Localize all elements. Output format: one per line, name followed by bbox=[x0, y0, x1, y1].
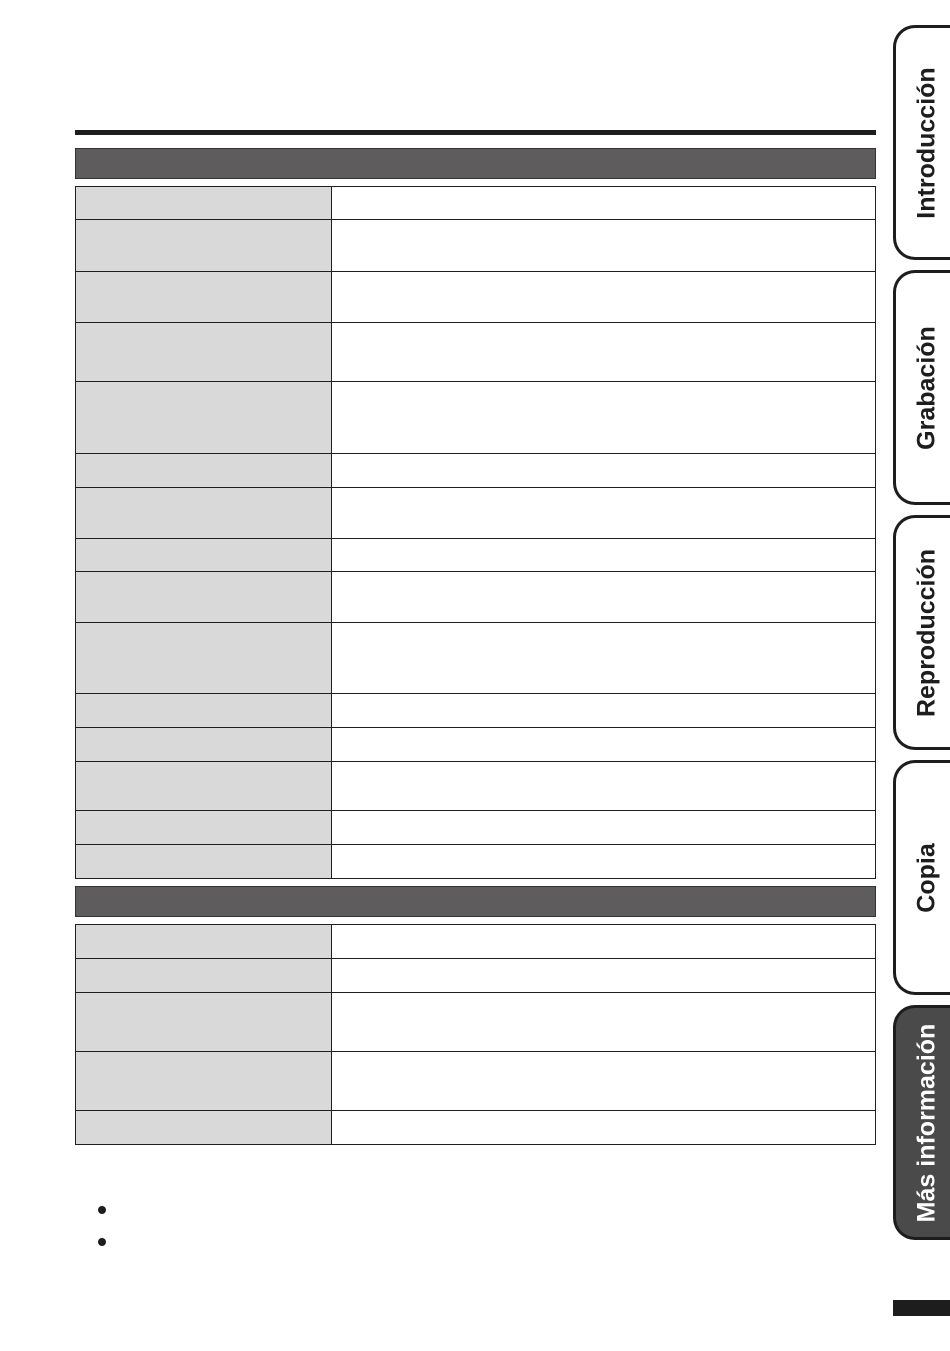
spec-value bbox=[332, 959, 876, 993]
spec-label bbox=[76, 382, 332, 454]
tab-label: Grabación bbox=[912, 325, 941, 450]
spec-value bbox=[332, 845, 876, 879]
tab-mas-informacion[interactable] bbox=[893, 1005, 950, 1240]
table-row bbox=[76, 323, 876, 382]
table-row bbox=[76, 539, 876, 572]
spec-value bbox=[332, 623, 876, 694]
spec-value bbox=[332, 993, 876, 1052]
spec-label bbox=[76, 187, 332, 220]
spec-value bbox=[332, 925, 876, 959]
section-header-2 bbox=[75, 886, 876, 917]
spec-value bbox=[332, 323, 876, 382]
table-row bbox=[76, 572, 876, 623]
section-header-1 bbox=[75, 148, 876, 179]
spec-table-2 bbox=[75, 924, 876, 1145]
table-row bbox=[76, 488, 876, 539]
table-row bbox=[76, 187, 876, 220]
spec-value bbox=[332, 762, 876, 811]
bullet-icon bbox=[98, 1206, 106, 1214]
page-marker bbox=[893, 1300, 950, 1316]
spec-label bbox=[76, 959, 332, 993]
table-row bbox=[76, 762, 876, 811]
spec-table-1 bbox=[75, 186, 876, 879]
spec-label bbox=[76, 694, 332, 728]
spec-value bbox=[332, 272, 876, 323]
spec-label bbox=[76, 1111, 332, 1145]
spec-label bbox=[76, 454, 332, 488]
spec-value bbox=[332, 728, 876, 762]
tab-label: Reproducción bbox=[912, 548, 941, 717]
spec-value bbox=[332, 488, 876, 539]
spec-label bbox=[76, 762, 332, 811]
tab-reproduccion[interactable] bbox=[893, 515, 950, 750]
spec-value bbox=[332, 811, 876, 845]
tab-label: Introducción bbox=[912, 66, 941, 219]
spec-value bbox=[332, 187, 876, 220]
spec-label bbox=[76, 220, 332, 272]
table-row bbox=[76, 382, 876, 454]
table-row bbox=[76, 925, 876, 959]
table-row bbox=[76, 811, 876, 845]
spec-label bbox=[76, 623, 332, 694]
spec-value bbox=[332, 454, 876, 488]
spec-label bbox=[76, 993, 332, 1052]
table-row bbox=[76, 993, 876, 1052]
tab-label: Más información bbox=[912, 1023, 941, 1222]
table-row bbox=[76, 1052, 876, 1111]
table-row bbox=[76, 959, 876, 993]
spec-value bbox=[332, 539, 876, 572]
table-row bbox=[76, 694, 876, 728]
table-row bbox=[76, 454, 876, 488]
tab-copia[interactable] bbox=[893, 760, 950, 995]
spec-value bbox=[332, 572, 876, 623]
tab-grabacion[interactable] bbox=[893, 270, 950, 505]
table-row bbox=[76, 220, 876, 272]
spec-label bbox=[76, 925, 332, 959]
tab-label: Copia bbox=[912, 842, 941, 913]
spec-label bbox=[76, 728, 332, 762]
page-title-rule bbox=[75, 130, 876, 135]
spec-value bbox=[332, 220, 876, 272]
table-row bbox=[76, 272, 876, 323]
bullet-icon bbox=[98, 1238, 106, 1246]
spec-value bbox=[332, 1052, 876, 1111]
table-row bbox=[76, 728, 876, 762]
table-row bbox=[76, 623, 876, 694]
spec-label bbox=[76, 539, 332, 572]
spec-label bbox=[76, 572, 332, 623]
spec-value bbox=[332, 694, 876, 728]
spec-label bbox=[76, 1052, 332, 1111]
spec-value bbox=[332, 1111, 876, 1145]
table-row bbox=[76, 845, 876, 879]
spec-label bbox=[76, 488, 332, 539]
spec-label bbox=[76, 811, 332, 845]
spec-label bbox=[76, 845, 332, 879]
spec-label bbox=[76, 323, 332, 382]
tab-introduccion[interactable] bbox=[893, 25, 950, 260]
spec-value bbox=[332, 382, 876, 454]
table-row bbox=[76, 1111, 876, 1145]
spec-label bbox=[76, 272, 332, 323]
